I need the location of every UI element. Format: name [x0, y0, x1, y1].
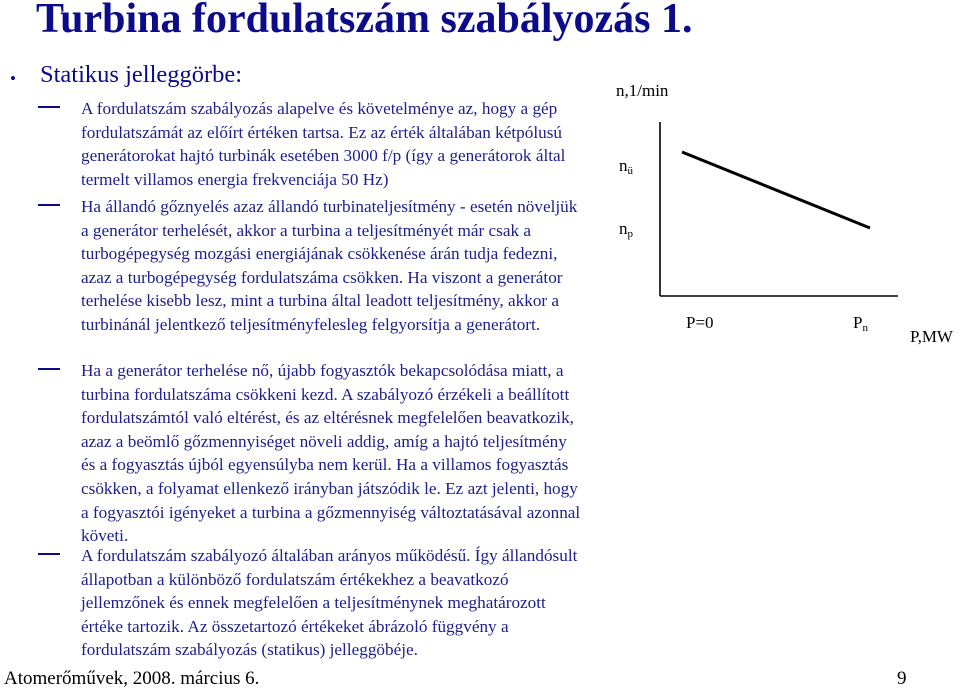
characteristic-line — [682, 152, 870, 228]
y-tick-label: np — [619, 219, 633, 240]
footer-date: Atomerőművek, 2008. március 6. — [4, 668, 260, 689]
y-tick-label: nü — [619, 156, 633, 177]
paragraph-regulation: Ha a generátor terhelése nő, újabb fogyasztók bekapcsolódása miatt, a turbina fordulatszáma csökkeni kezd. A szabályozó érzékeli a beállított fordulatszámtól való eltérést, és az eltérésnek megfelelően beavatkozik, azaz a beömlő gőzmennyiséget növeli addig, amíg a hajtó teljesítmény és a fogyasztás újból egyensúlyba nem kerül. Ha a villamos fogyasztás csökken, a folyamat ellenkező irányban játszódik le. Ez azt jelenti, hogy a fogyasztói igényeket a turbina a gőzmennyiség változtatásával azonnal követi. — [81, 361, 581, 546]
dash-marker — [38, 368, 60, 370]
chart-svg — [588, 74, 960, 364]
paragraph-load-change: Ha állandó gőznyelés azaz állandó turbinateljesítmény - esetén növeljük a generátor terhelését, akkor a turbina a teljesítményét már csak a turbogépegység mozgási energiájának csökkenése árán tudja fedezni, azaz a turbogépegység fordulatszáma csökken. Ha viszont a generátor terhelése kisebb lesz, mint a turbina által leadott teljesítmény, akkor a turbinánál jelentkező teljesítményfelesleg felgyorsítja a generátort. — [81, 197, 578, 334]
static-characteristic-chart — [588, 74, 960, 364]
x-tick-label: Pn — [853, 313, 868, 334]
section-heading: Statikus jelleggörbe: — [40, 61, 243, 88]
page-number: 9 — [897, 668, 907, 689]
x-axis-label: P,MW — [910, 327, 953, 346]
paragraph-proportional: A fordulatszám szabályozó általában arányos működésű. Így állandósult állapotban a különböző fordulatszám értékekhez a beavatkozó jellemzőnek és ennek megfelelően a teljesítménynek meghatározott értéke tartozik. Az összetartozó értékeket ábrázoló függvény a fordulatszám szabályozás (statikus) jelleggöbéje. — [81, 546, 578, 660]
x-tick-label: P=0 — [686, 313, 714, 332]
dash-marker — [38, 204, 60, 206]
paragraph-principle: A fordulatszám szabályozás alapelve és követelménye az, hogy a gép fordulatszámát az előírt értéken tartsa. Ez az érték általában kétpólusú generátorokat hajtó turbinák esetében 3000 f/p (így a generátorok által termelt villamos energia frekvenciája 50 Hz) — [81, 99, 566, 189]
y-axis-label: n,1/min — [616, 81, 669, 100]
dash-marker — [38, 106, 60, 108]
page-title: Turbina fordulatszám szabályozás 1. — [36, 0, 693, 42]
bullet-marker: • — [10, 69, 16, 88]
dash-marker — [38, 553, 60, 555]
